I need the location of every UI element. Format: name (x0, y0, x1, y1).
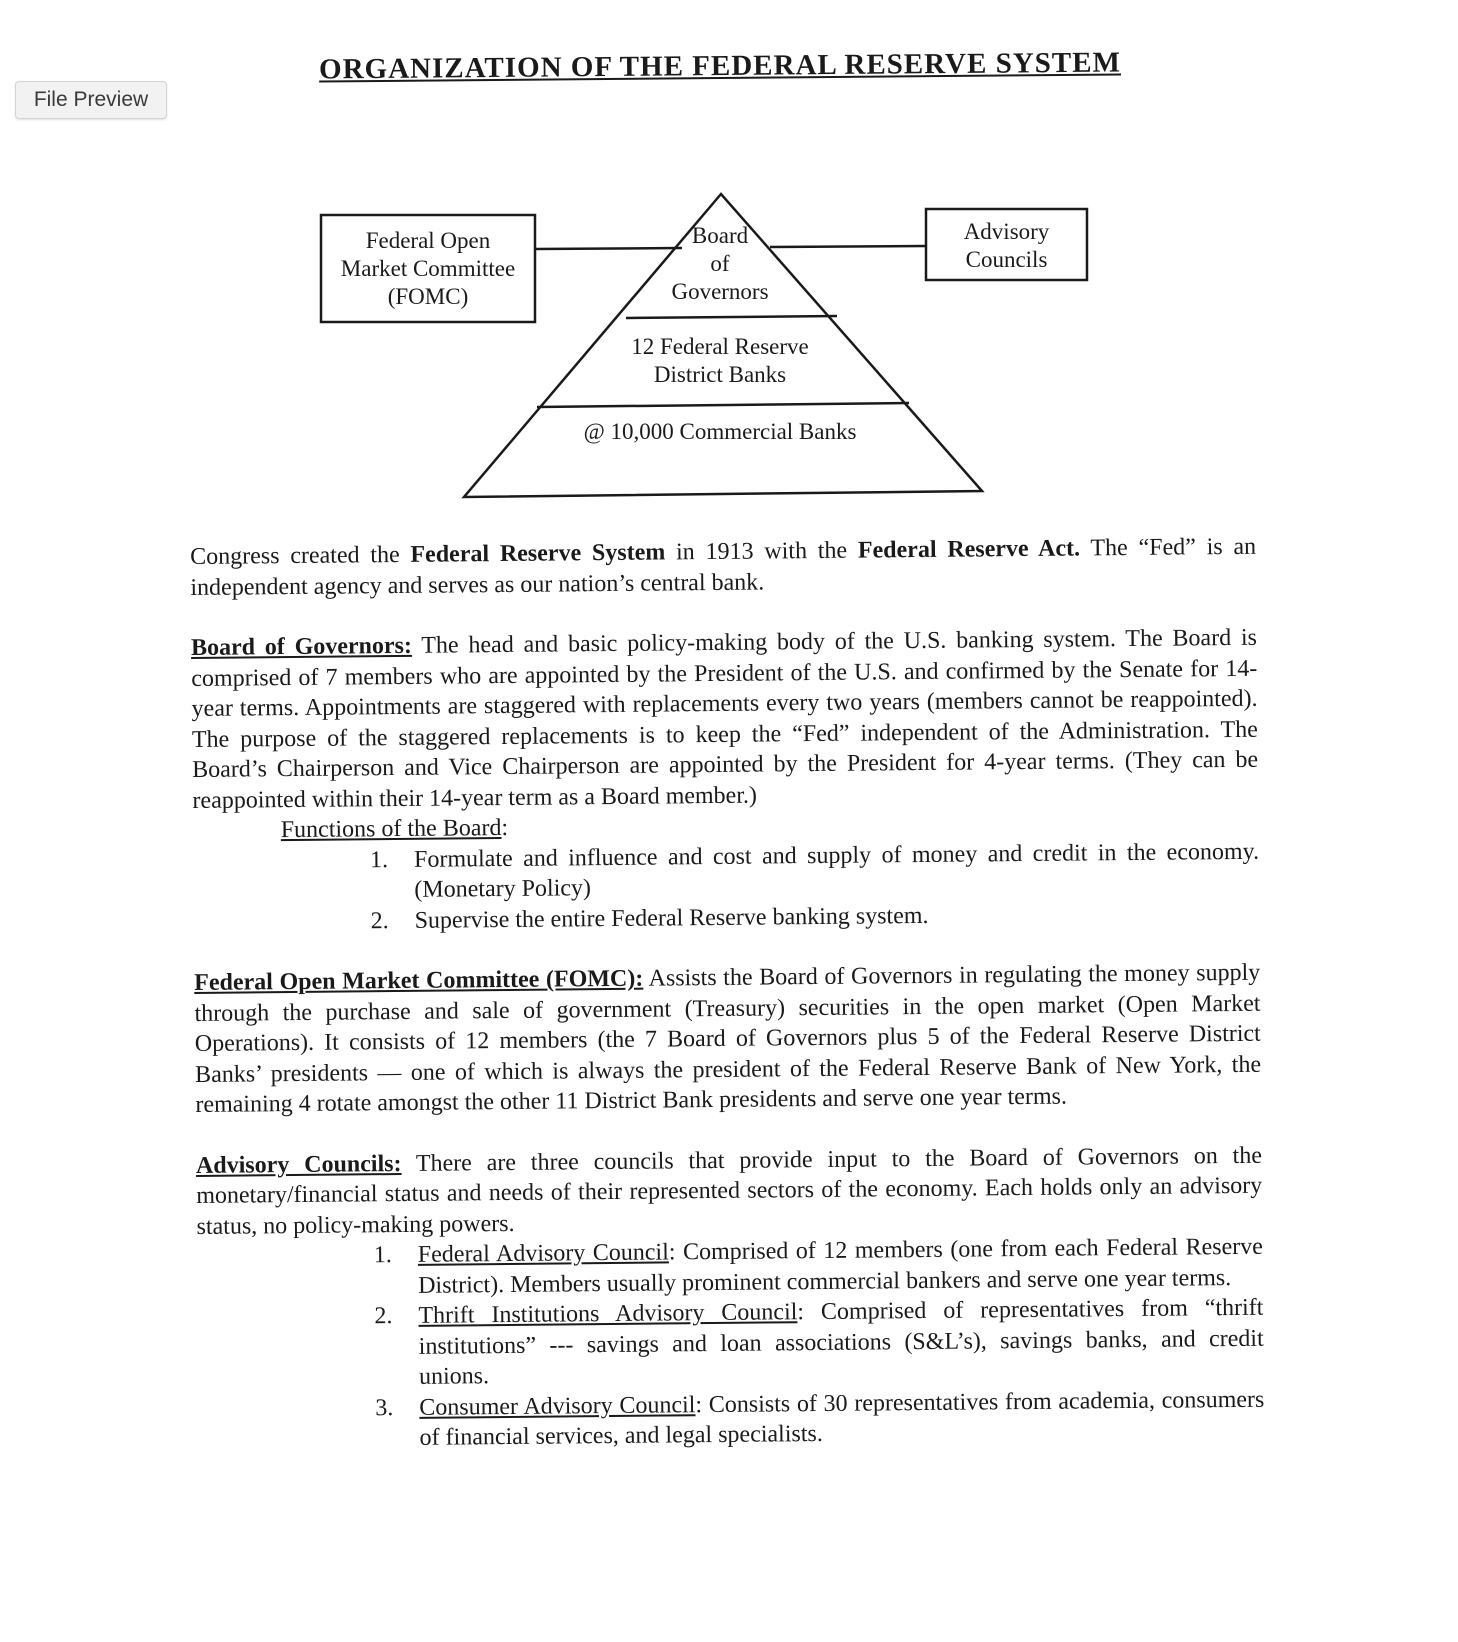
commercial-banks-label: @ 10,000 Commercial Banks (583, 419, 857, 444)
document-title: ORGANIZATION OF THE FEDERAL RESERVE SYSTEM (318, 46, 1122, 86)
functions-heading: Functions of the Board: (280, 814, 509, 844)
fomc-paragraph: Federal Open Market Committee (FOMC): Assists the Board of Governors in regulating the money supply through the purchase and sale of government (Treasury) securities in the open market (Open Market Operations). It consists of 12 members (the 7 Board of Governors plus 5 of the Federal Reserve District Banks’ presidents — one of which is always the president of the Federal Reserve Bank of New York, the remaining 4 rotate amongst the other 11 District Bank presidents and serve one year terms. (194, 959, 1262, 1118)
pyramid-divider-top (626, 316, 837, 318)
advisory-councils-label: Advisory Councils (963, 219, 1050, 272)
board-of-governors-label: Board of Governors (671, 223, 769, 304)
document-body (190, 532, 1265, 1456)
pyramid-divider-middle (537, 403, 909, 407)
list-item: 2. Supervise the entire Federal Reserve banking system. (370, 902, 929, 934)
district-banks-label: 12 Federal Reserve District Banks (631, 334, 809, 387)
advisory-paragraph: Advisory Councils: There are three councils that provide input to the Board of Governors on the monetary/financial status and needs of their represented sectors of the economy. Each holds only an advisory status, no policy-making powers. (195, 1142, 1263, 1240)
intro-paragraph: Congress created the Federal Reserve System in 1913 with the Federal Reserve Act. The “Fed” is an independent agency and serves as our nation’s central bank. (190, 533, 1257, 601)
advisory-heading: Advisory Councils: (195, 1150, 402, 1179)
list-item: 1. Federal Advisory Council: Comprised of 12 members (one from each Federal Reserve District). Members usually prominent commercial bankers and serve one year terms. (373, 1233, 1263, 1299)
councils-list (197, 1232, 1265, 1456)
fomc-label: Federal Open Market Committee (FOMC) (340, 228, 516, 309)
fomc-heading: Federal Open Market Committee (FOMC): (194, 965, 644, 996)
functions-list (193, 836, 1260, 938)
board-heading: Board of Governors: (190, 632, 413, 661)
list-item: 2. Thrift Institutions Advisory Council: Comprised of representatives from “thrift institutions” --- savings and loan associations (S&L’s), savings banks, and credit unions. (374, 1294, 1264, 1390)
list-item: 1. Formulate and influence and cost and supply of money and credit in the economy. (Monetary Policy) (369, 838, 1260, 903)
file-preview-button[interactable]: File Preview (15, 81, 167, 119)
list-item: 3. Consumer Advisory Council: Consists of 30 representatives from academia, consumers of financial services, and legal specialists. (375, 1386, 1265, 1451)
board-paragraph: Board of Governors: The head and basic policy-making body of the U.S. banking system. The Board is comprised of 7 members who are appointed by the President of the U.S. and confirmed by the Senate for 14-year terms. Appointments are staggered with replacements every two years (members cannot be reappointed). The purpose of the staggered replacements is to keep the “Fed” independent of the Administration. The Board’s Chairperson and Vice Chairperson are appointed by the President for 4-year terms. (They can be reappointed within their 14-year term as a Board member.) (190, 624, 1259, 814)
